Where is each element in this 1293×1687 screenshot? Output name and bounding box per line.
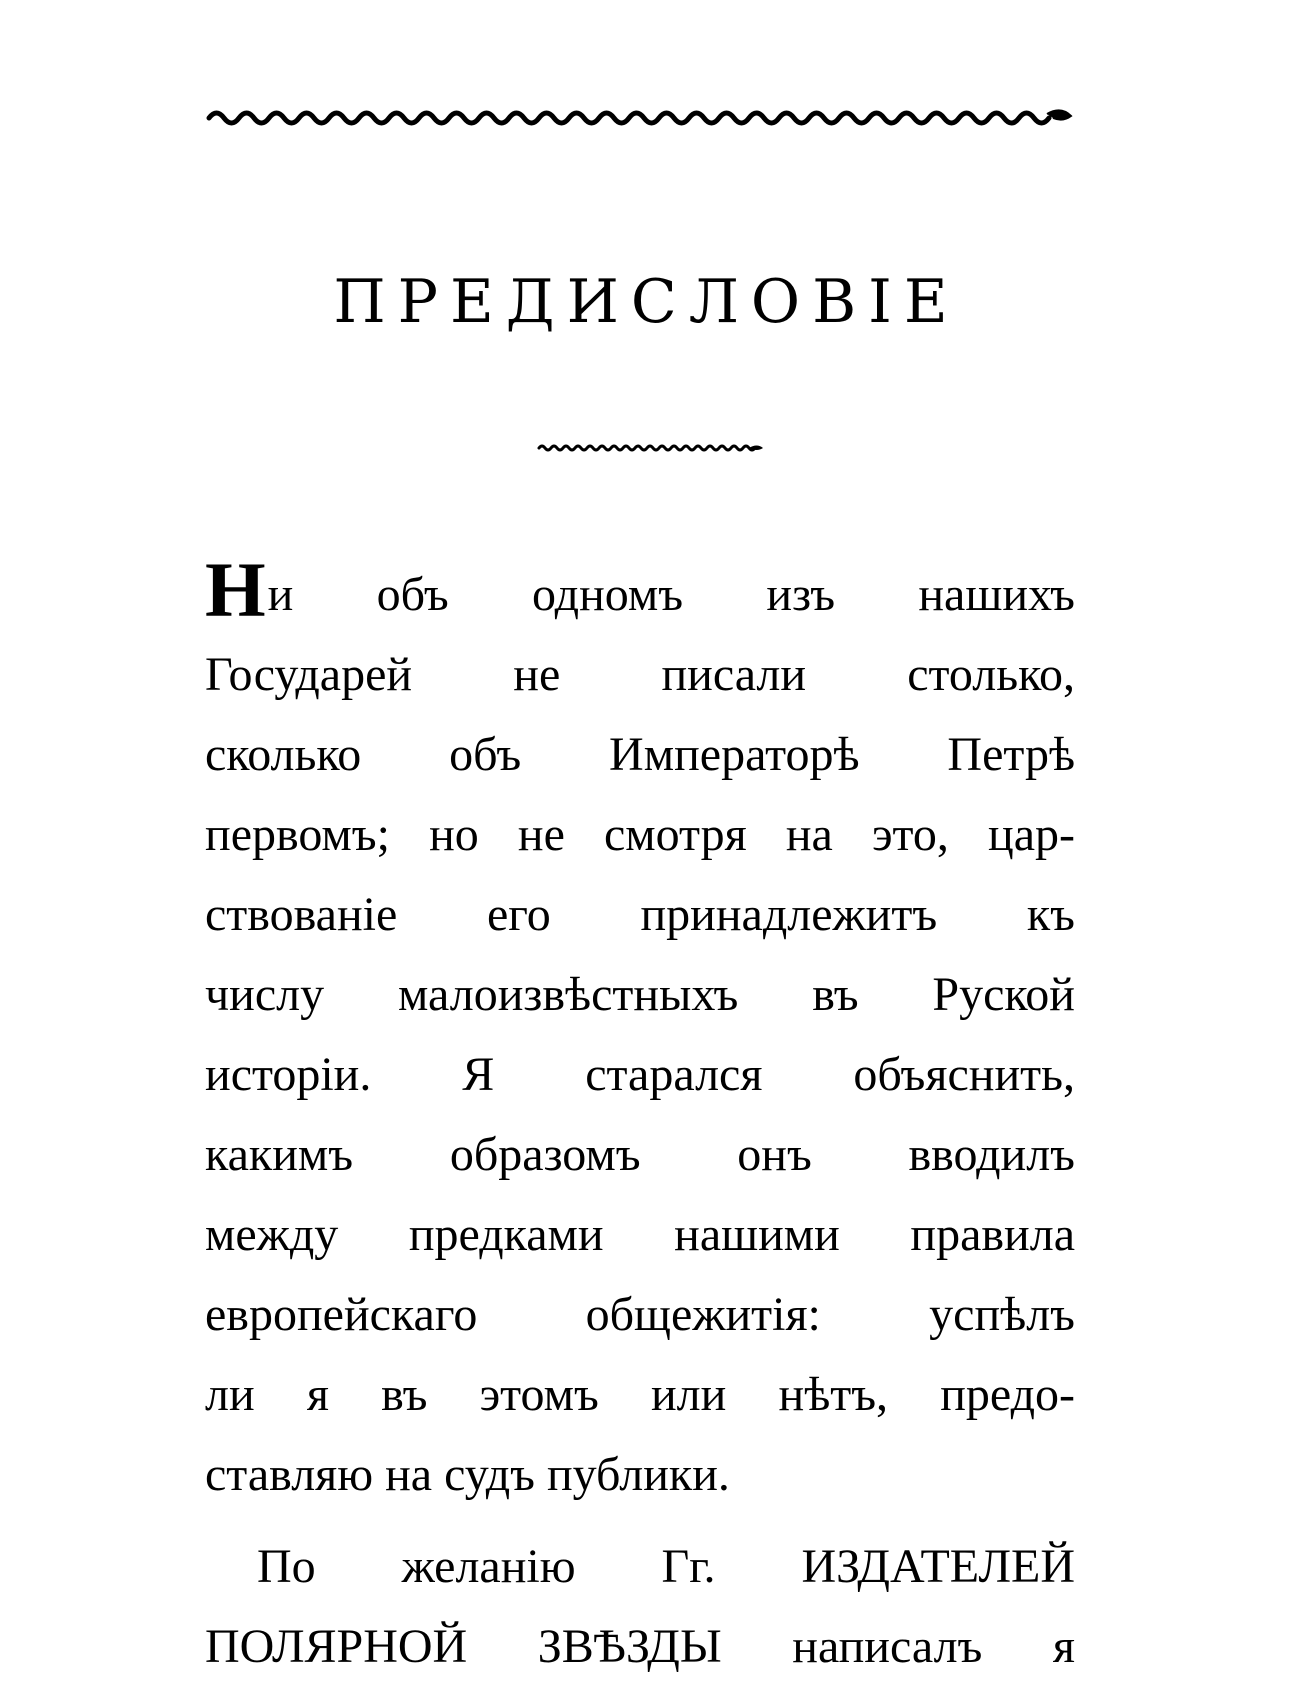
paragraph-1-line-11: ли я въ этомъ или нѣтъ, предо- (205, 1368, 1075, 1421)
paragraph-2-line-2: ПОЛЯРНОЙ ЗВѢЗДЫ написалъ я (205, 1620, 1075, 1673)
paragraph-1-line-12: ставляю на судъ публики. (205, 1448, 730, 1501)
paragraph-1-line-5: ствованіе его принадлежитъ къ (205, 888, 1075, 941)
title-divider-ornament (537, 440, 767, 456)
line-text: и объ одномъ изъ нашихъ (267, 568, 1075, 621)
paragraph-1-line-8: какимъ образомъ онъ вводилъ (205, 1128, 1075, 1181)
paragraph-1-line-10: европейскаго общежитія: успѣлъ (205, 1288, 1075, 1341)
paragraph-1-line-7: исторіи. Я старался объяснить, (205, 1048, 1075, 1101)
paragraph-1-line-2: Государей не писали столько, (205, 648, 1075, 701)
top-wavy-ornament (205, 98, 1075, 138)
paragraph-1-line-4: первомъ; но не смотря на это, цар- (205, 808, 1075, 861)
paragraph-1-line-6: числу малоизвѣстныхъ въ Руской (205, 968, 1075, 1021)
body-text (205, 555, 1075, 1687)
paragraph-1-line-1 (205, 555, 1075, 635)
paragraph-1-line-9: между предками нашими правила (205, 1208, 1075, 1261)
paragraph-2-line-1: По желанію Гг. ИЗДАТЕЛЕЙ (257, 1540, 1075, 1593)
drop-cap: Н (205, 555, 266, 633)
paragraph-1-line-3: сколько объ Императорѣ Петрѣ (205, 728, 1075, 781)
page-title: ПРЕДИСЛОВІЕ (333, 267, 960, 337)
